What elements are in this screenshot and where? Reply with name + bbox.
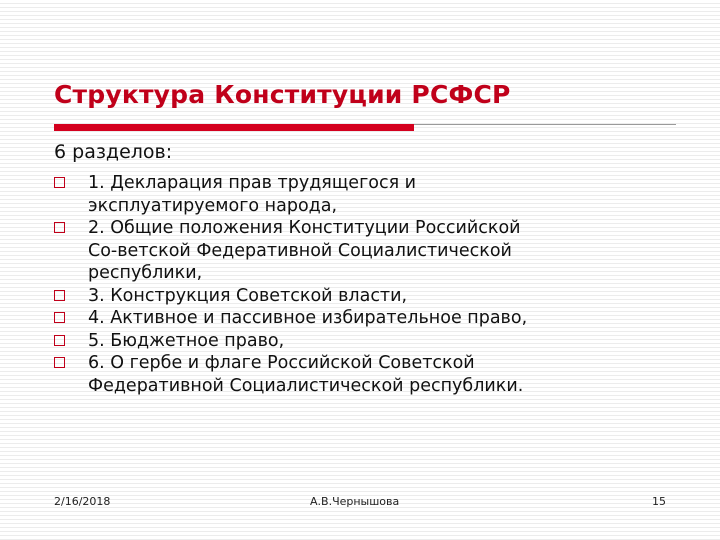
list-item-line: 6. О гербе и флаге Российской Советской	[88, 353, 475, 373]
footer-page-number: 15	[652, 495, 666, 508]
list-item	[54, 330, 694, 353]
footer-author: А.В.Чернышова	[310, 495, 400, 508]
footer-date: 2/16/2018	[54, 495, 111, 508]
list-item	[54, 352, 694, 397]
list-item-line: 5. Бюджетное право,	[88, 330, 285, 351]
hollow-square-bullet-icon	[54, 177, 65, 188]
hollow-square-bullet-icon	[54, 290, 65, 301]
hollow-square-bullet-icon	[54, 222, 65, 233]
slide-title: Структура Конституции РСФСР	[54, 80, 511, 109]
list-item-line: 1. Декларация прав трудящегося и	[88, 173, 417, 193]
list-item-line: Со-ветской Федеративной Социалистической	[88, 240, 512, 261]
slide-subtitle: 6 разделов:	[54, 141, 173, 163]
title-accent-bar	[54, 124, 414, 131]
hollow-square-bullet-icon	[54, 357, 65, 368]
title-divider-line	[414, 124, 676, 125]
list-item	[54, 307, 694, 330]
list-item	[54, 172, 694, 217]
list-item	[54, 217, 694, 285]
list-item-line: 4. Активное и пассивное избирательное право,	[88, 308, 528, 328]
list-item-line: Федеративной Социалистической республики.	[88, 375, 524, 396]
list-item	[54, 285, 694, 308]
list-item-line: 2. Общие положения Конституции Российской	[88, 218, 521, 238]
hollow-square-bullet-icon	[54, 312, 65, 323]
list-item-line: 3. Конструкция Советской власти,	[88, 285, 408, 306]
list-item-line: эксплуатируемого народа,	[88, 195, 338, 216]
list-item-line: республики,	[88, 263, 203, 283]
bullet-list	[54, 172, 694, 397]
hollow-square-bullet-icon	[54, 335, 65, 346]
